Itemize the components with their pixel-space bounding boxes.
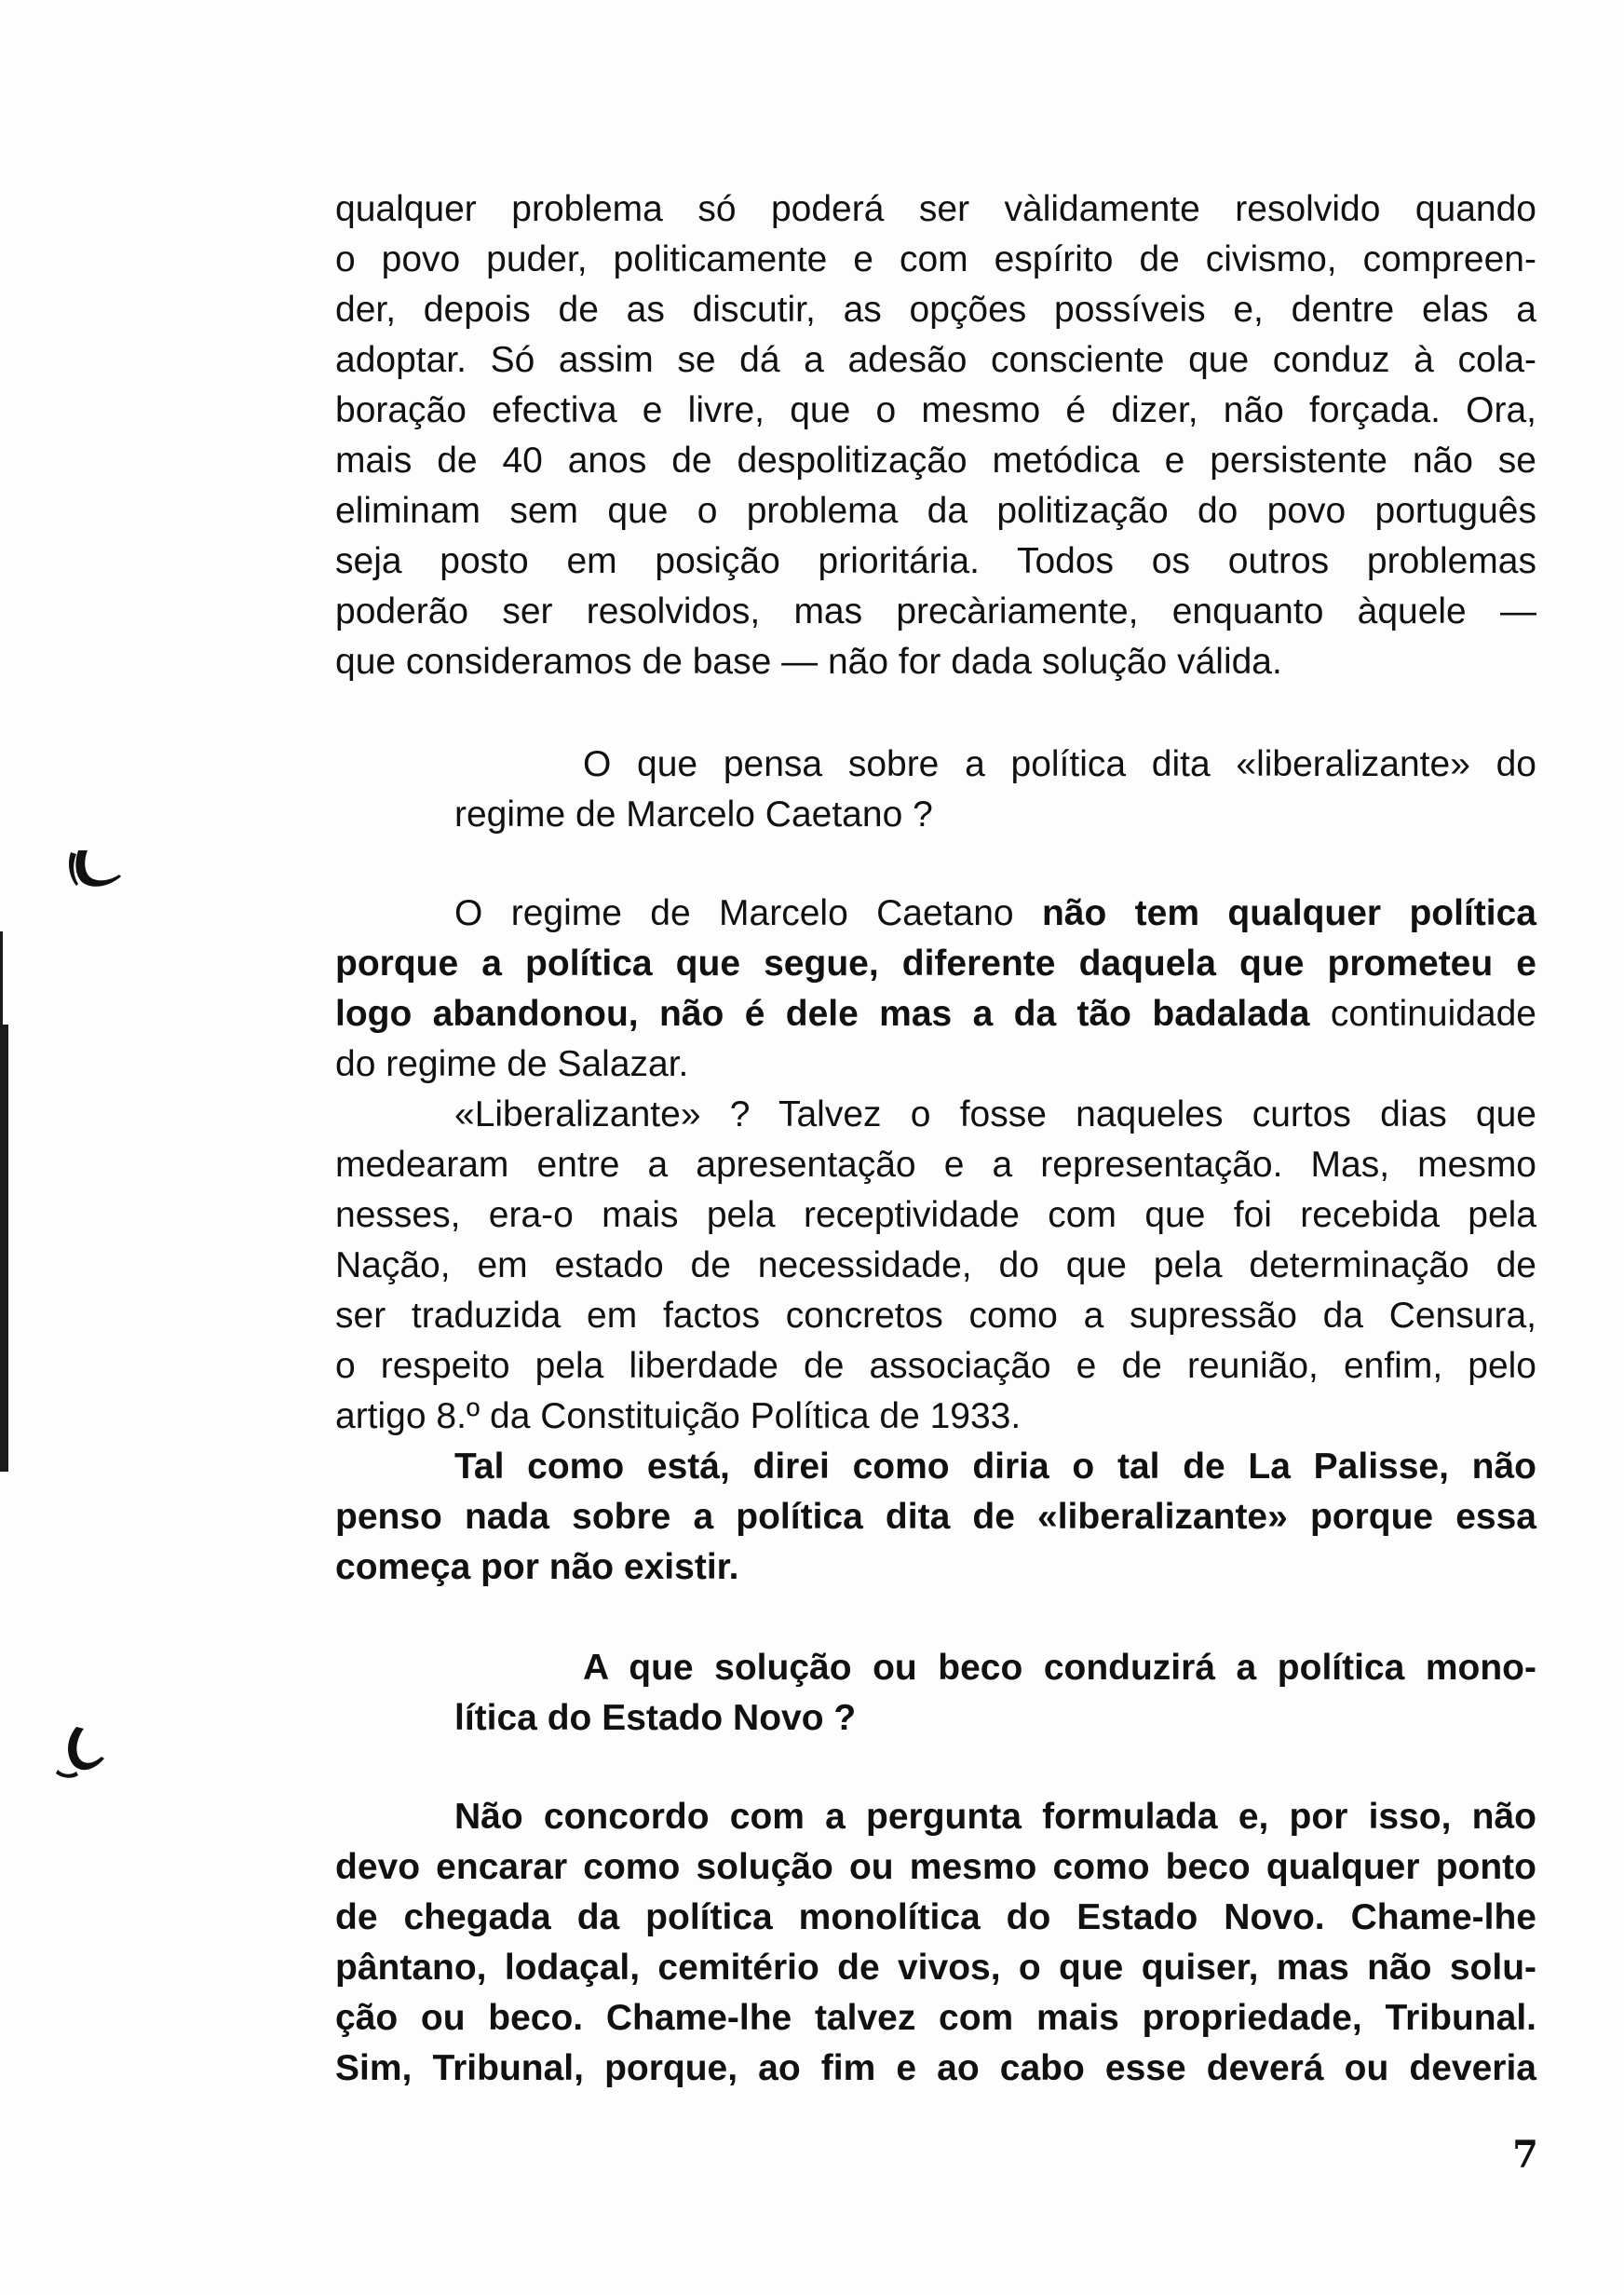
text-segment: O que pensa sobre a política dita «liberalizante» do (583, 744, 1536, 784)
paragraph-1 (335, 184, 1536, 687)
text-segment: artigo 8.º da Constituição Política de 1933. (335, 1396, 1022, 1436)
p1-line (335, 436, 1536, 486)
p4-line (335, 1190, 1536, 1241)
a1-line (335, 889, 1536, 939)
text-segment-bold: de chegada da política monolítica do Estado Novo. Chame-lhe (335, 1897, 1536, 1937)
text-segment-bold: A que solução ou beco conduzirá a política mono- (583, 1648, 1536, 1688)
p4-line (335, 1392, 1536, 1442)
text-segment-bold: Não concordo com a pergunta formulada e, por isso, não (454, 1797, 1536, 1837)
question-1 (454, 740, 1536, 840)
text-segment: qualquer problema só poderá ser vàlidamente resolvido quando (335, 189, 1536, 229)
text-segment: Nação, em estado de necessidade, do que pela determinação de (335, 1245, 1536, 1285)
margin-mark-1 (65, 843, 130, 908)
paragraph-la-palisse (335, 1442, 1536, 1593)
text-segment: adoptar. Só assim se dá a adesão consciente que conduz à cola- (335, 340, 1536, 380)
answer-2 (335, 1792, 1536, 2094)
text-segment: der, depois de as discutir, as opções possíveis e, dentre elas a (335, 290, 1536, 330)
text-segment-bold: logo abandonou, não é dele mas a da tão badalada (335, 994, 1331, 1034)
text-segment-bold: começa por não existir. (335, 1547, 739, 1587)
p1-line (335, 285, 1536, 335)
text-segment: boração efectiva e livre, que o mesmo é dizer, não forçada. Ora, (335, 390, 1536, 430)
answer-1 (335, 889, 1536, 1090)
p1-line (335, 184, 1536, 235)
text-segment: seja posto em posição prioritária. Todos os outros problemas (335, 541, 1536, 581)
text-segment-bold: porque a política que segue, diferente daquela que prometeu e (335, 944, 1536, 984)
a2-line (335, 1943, 1536, 1993)
text-segment-bold: Sim, Tribunal, porque, ao fim e ao cabo esse deverá ou deveria (335, 2048, 1536, 2088)
text-segment-bold: Tal como está, direi como diria o tal de La Palisse, não (454, 1446, 1536, 1487)
p4-line (335, 1341, 1536, 1392)
a2-line (335, 2044, 1536, 2094)
text-segment-bold: ção ou beco. Chame-lhe talvez com mais propriedade, Tribunal. (335, 1998, 1536, 2038)
p1-line (335, 637, 1536, 687)
text-segment: que consideramos de base — não for dada solução válida. (335, 642, 1282, 682)
text-segment: «Liberalizante» ? Talvez o fosse naqueles curtos dias que (454, 1094, 1536, 1134)
question-2 (454, 1643, 1536, 1744)
text-segment: regime de Marcelo Caetano ? (454, 794, 933, 835)
text-segment-bold: não tem qualquer política (1041, 893, 1536, 933)
a2-line (335, 1893, 1536, 1943)
text-segment: do regime de Salazar. (335, 1044, 689, 1084)
text-segment: mais de 40 anos de despolitização metódica e persistente não se (335, 441, 1536, 481)
q2-line (454, 1693, 1536, 1744)
margin-mark-1-glyph (65, 843, 130, 899)
p1-line (335, 335, 1536, 386)
p5-line (335, 1492, 1536, 1542)
p5-line (335, 1442, 1536, 1492)
text-segment: ser traduzida em factos concretos como a supressão da Censura, (335, 1296, 1536, 1336)
paragraph-liberalizante (335, 1090, 1536, 1442)
scan-edge-shadow (0, 1025, 8, 1472)
p1-line (335, 235, 1536, 285)
margin-mark-2 (48, 1721, 114, 1796)
q1-line (454, 740, 1536, 790)
p1-line (335, 386, 1536, 436)
a1-line (335, 989, 1536, 1039)
a2-line (335, 1792, 1536, 1842)
p4-line (335, 1291, 1536, 1341)
text-segment: o respeito pela liberdade de associação e de reunião, enfim, pelo (335, 1346, 1536, 1386)
text-segment: nesses, era-o mais pela receptividade com que foi recebida pela (335, 1195, 1536, 1235)
q2-line (454, 1643, 1536, 1693)
p4-line (335, 1090, 1536, 1140)
margin-mark-2-glyph (48, 1721, 114, 1786)
text-segment: O regime de Marcelo Caetano (454, 893, 1042, 933)
p5-line (335, 1542, 1536, 1593)
text-segment-bold: penso nada sobre a política dita de «liberalizante» porque essa (335, 1497, 1536, 1537)
p4-line (335, 1140, 1536, 1190)
text-segment: eliminam sem que o problema da politização do povo português (335, 491, 1536, 531)
text-segment-bold: lítica do Estado Novo ? (454, 1698, 857, 1738)
text-segment: o povo puder, politicamente e com espírito de civismo, compreen- (335, 239, 1536, 279)
text-segment: continuidade (1330, 994, 1536, 1034)
text-segment: medearam entre a apresentação e a representação. Mas, mesmo (335, 1145, 1536, 1185)
a2-line (335, 1993, 1536, 2044)
a1-line (335, 939, 1536, 989)
text-segment: poderão ser resolvidos, mas precàriamente, enquanto àquele — (335, 591, 1536, 631)
a1-line (335, 1039, 1536, 1090)
a2-line (335, 1842, 1536, 1893)
text-segment-bold: pântano, lodaçal, cemitério de vivos, o que quiser, mas não solu- (335, 1948, 1536, 1988)
p4-line (335, 1241, 1536, 1291)
page-number: 7 (1512, 2133, 1538, 2177)
p1-line (335, 587, 1536, 637)
p1-line (335, 486, 1536, 536)
q1-line (454, 790, 1536, 840)
text-segment-bold: devo encarar como solução ou mesmo como beco qualquer ponto (335, 1847, 1536, 1887)
p1-line (335, 536, 1536, 587)
